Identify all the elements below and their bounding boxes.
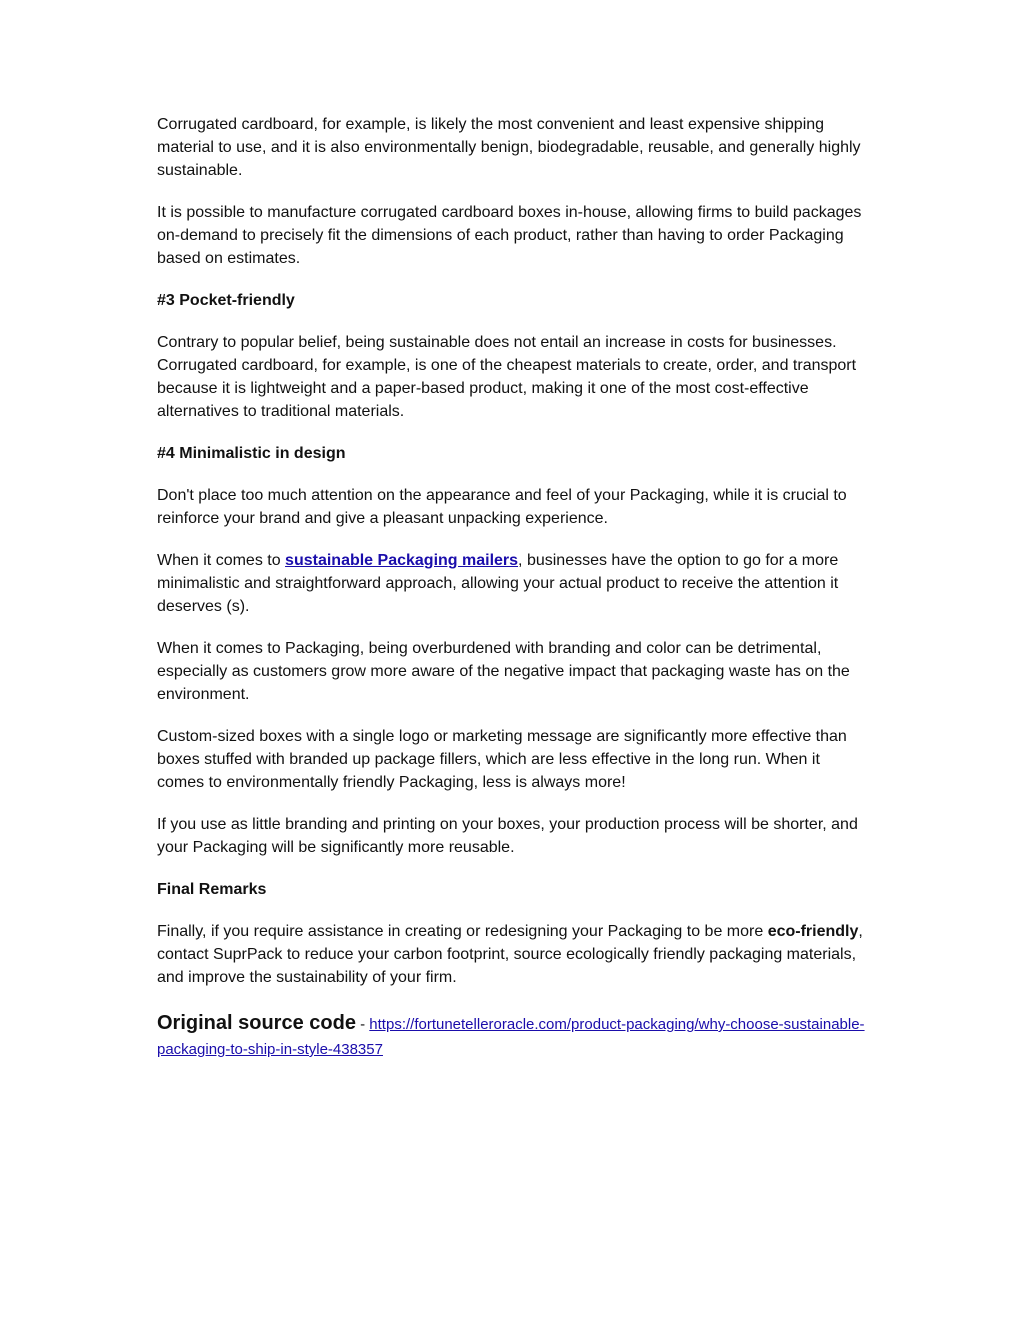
document-page	[157, 113, 869, 1062]
paragraph-final-before: Finally, if you require assistance in creating or redesigning your Packaging to be more	[157, 923, 768, 940]
paragraph-appearance: Don't place too much attention on the appearance and feel of your Packaging, while it is crucial to reinforce your brand and give a pleasant unpacking experience.	[157, 487, 847, 527]
paragraph-mailers-after: , businesses have the option to go for a more minimalistic and straightforward approach, allowing your actual product to receive the attention it deserves (s).	[157, 552, 839, 615]
eco-friendly-term: eco-friendly	[767, 923, 859, 940]
paragraph-little-branding: If you use as little branding and printing on your boxes, your production process will be shorter, and your Packaging will be significantly more reusable.	[157, 816, 858, 856]
source-separator: -	[355, 1016, 370, 1033]
heading-minimalistic-design: #4 Minimalistic in design	[157, 445, 346, 462]
source-label: Original source code	[157, 1012, 356, 1034]
heading-pocket-friendly: #3 Pocket-friendly	[157, 292, 295, 309]
paragraph-mailers	[157, 549, 869, 618]
paragraph-custom-boxes: Custom-sized boxes with a single logo or marketing message are significantly more effective than boxes stuffed with branded up package fillers, which are less effective in the long run. When it comes to environmentally friendly Packaging, less is always more!	[157, 728, 847, 791]
sustainable-packaging-mailers-link[interactable]: sustainable Packaging mailers	[285, 552, 519, 569]
paragraph-final-after: , contact SuprPack to reduce your carbon footprint, source ecologically friendly packaging materials, and improve the sustainability of your firm.	[157, 923, 863, 986]
heading-final-remarks: Final Remarks	[157, 881, 267, 898]
paragraph-in-house-manufacturing: It is possible to manufacture corrugated cardboard boxes in-house, allowing firms to build packages on-demand to precisely fit the dimensions of each product, rather than having to order Packaging based on estimates.	[157, 204, 862, 267]
paragraph-corrugated-intro: Corrugated cardboard, for example, is likely the most convenient and least expensive shipping material to use, and it is also environmentally benign, biodegradable, reusable, and generally highly sustainable.	[157, 116, 861, 179]
paragraph-mailers-before: When it comes to	[157, 552, 286, 569]
source-url-link[interactable]: https://fortunetelleroracle.com/product-packaging/why-choose-sustainable-packaging-to-ship-in-style-438357	[157, 1016, 865, 1058]
paragraph-final	[157, 920, 869, 989]
original-source	[157, 1011, 869, 1062]
paragraph-cost: Contrary to popular belief, being sustainable does not entail an increase in costs for businesses. Corrugated cardboard, for example, is one of the cheapest materials to create, order, and transport because it is lightweight and a paper-based product, making it one of the most cost-effective alternatives to traditional materials.	[157, 334, 857, 420]
paragraph-branding-color: When it comes to Packaging, being overburdened with branding and color can be detrimental, especially as customers grow more aware of the negative impact that packaging waste has on the environment.	[157, 640, 850, 703]
